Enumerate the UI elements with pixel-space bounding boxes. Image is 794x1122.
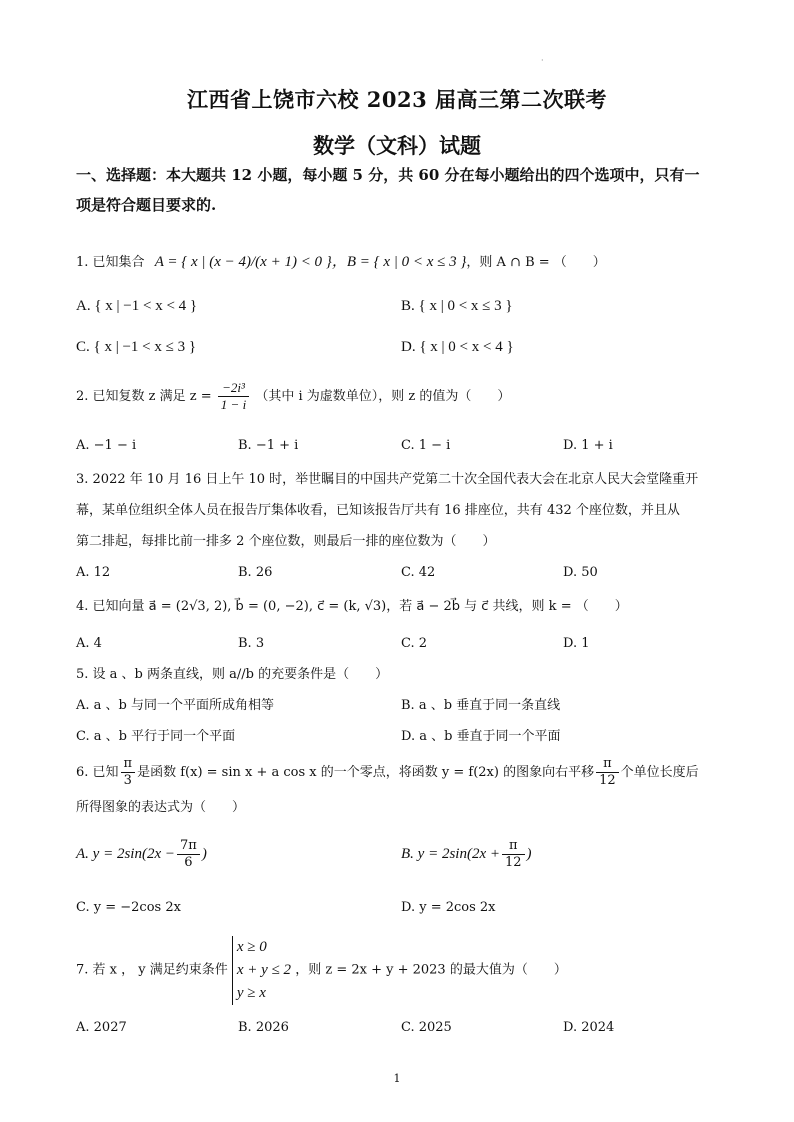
question-6-stem: [76, 756, 699, 789]
question-3-stem: [76, 464, 724, 557]
q3-line1: 3. 2022 年 10 月 16 日上午 10 时，举世瞩目的中国共产党第二十次全国代表大会在北京人民大会堂隆重开: [76, 472, 699, 487]
q7-constraint-system: [232, 936, 291, 1005]
exam-title: 江西省上饶市六校 2023 届高三第二次联考: [186, 87, 608, 112]
q6-option-b: [401, 838, 532, 871]
q3-option-d: D. 50: [563, 565, 598, 580]
q2-option-c: C. 1 − i: [401, 438, 451, 453]
q6-frac-pi3: [121, 756, 136, 789]
q2-option-a: A. −1 − i: [76, 438, 137, 453]
q4-option-a: A. 4: [76, 636, 102, 651]
q5-option-a: A. a 、b 与同一个平面所成角相等: [76, 698, 274, 713]
q6-pi3-den: 3: [123, 773, 132, 788]
q7-constraint-3: y ≥ x: [236, 985, 266, 1001]
q3-line3: 第二排起，每排比前一排多 2 个座位数，则最后一排的座位数为（ ）: [76, 534, 496, 549]
q6-b-den: 12: [504, 855, 522, 870]
q5-option-d: D. a 、b 垂直于同一个平面: [401, 729, 561, 744]
q4-option-b: B. 3: [238, 636, 265, 651]
q2-frac-num: −2i³: [218, 380, 249, 397]
q3-line2: 幕，某单位组织全体人员在报告厅集体收看，已知该报告厅共有 16 排座位，共有 432 个座位数，并且从: [76, 503, 680, 518]
q6-b-frac: [502, 838, 525, 871]
q2-option-d: D. 1 + i: [563, 438, 613, 453]
q7-option-c: C. 2025: [401, 1020, 452, 1035]
q6-line2: 所得图象的表达式为（ ）: [76, 800, 246, 815]
q7-post: ，则 z = 2x + y + 2023 的最大值为（ ）: [295, 962, 567, 978]
q6-a-post: ): [201, 846, 207, 862]
q6-option-c: C. y = −2cos 2x: [76, 900, 181, 915]
q2-stem-post: （其中 i 为虚数单位），则 z 的值为（ ）: [255, 389, 511, 404]
q7-constraint-1: x ≥ 0: [236, 939, 267, 955]
q6-pi12-num: π: [596, 756, 619, 773]
q4-option-c: C. 2: [401, 636, 428, 651]
q6-mid: 是函数 f(x) = sin x + a cos x 的一个零点，将函数 y = f(2x) 的图象向右平移: [137, 765, 595, 780]
q6-a-den: 6: [184, 855, 193, 870]
scan-dot: ·: [541, 56, 544, 65]
q7-option-b: B. 2026: [238, 1020, 289, 1035]
question-1-stem: [76, 248, 606, 277]
q6-b-pre: B. y = 2sin(2x +: [401, 846, 500, 862]
exam-subtitle: 数学（文科）试题: [313, 133, 481, 158]
q7-option-d: D. 2024: [563, 1020, 615, 1035]
q3-option-c: C. 42: [401, 565, 436, 580]
q6-pre: 6. 已知: [76, 765, 119, 780]
section-heading: [76, 160, 736, 220]
q2-stem-pre: 2. 已知复数 z 满足 z =: [76, 389, 212, 404]
q1-set-a: A = { x | (x − 4)/(x + 1) < 0 }: [154, 254, 332, 270]
q2-frac-den: 1 − i: [220, 397, 247, 412]
question-2-stem: [76, 380, 510, 413]
q6-frac-pi12: [596, 756, 619, 789]
q1-stem-post: ，则 A ∩ B = （ ）: [466, 255, 606, 270]
q6-a-num: 7π: [177, 838, 200, 855]
q1-option-b: B. { x | 0 < x ≤ 3 }: [401, 298, 513, 314]
q1-option-d: D. { x | 0 < x < 4 }: [401, 339, 514, 355]
q1-stem-pre: 1. 已知集合: [76, 255, 145, 270]
q6-option-d: D. y = 2cos 2x: [401, 900, 496, 915]
q2-fraction: [218, 380, 249, 413]
question-4-stem: 4. 已知向量 a⃗ = (2√3, 2), b⃗ = (0, −2), c⃗ = (k, √3)，若 a⃗ − 2b⃗ 与 c⃗ 共线，则 k = （ ）: [76, 599, 628, 614]
q5-option-c: C. a 、b 平行于同一个平面: [76, 729, 236, 744]
section-heading-line1: 一、选择题：本大题共 12 小题，每小题 5 分，共 60 分在每小题给出的四个选项中，只有一: [76, 166, 700, 184]
q6-pi3-num: π: [121, 756, 136, 773]
q5-option-b: B. a 、b 垂直于同一条直线: [401, 698, 561, 713]
q3-option-a: A. 12: [76, 565, 111, 580]
q3-option-b: B. 26: [238, 565, 273, 580]
q6-a-pre: A. y = 2sin(2x −: [76, 846, 175, 862]
q6-option-a: [76, 838, 207, 871]
q7-pre: 7. 若 x ， y 满足约束条件: [76, 962, 228, 978]
question-5-stem: 5. 设 a 、b 两条直线，则 a//b 的充要条件是（ ）: [76, 667, 389, 682]
q6-b-post: ): [526, 846, 532, 862]
q1-set-b: ，B = { x | 0 < x ≤ 3 }: [331, 254, 467, 270]
q2-option-b: B. −1 + i: [238, 438, 299, 453]
q6-pi12-den: 12: [599, 773, 616, 788]
q1-option-a: A. { x | −1 < x < 4 }: [76, 298, 198, 314]
q4-option-d: D. 1: [563, 636, 590, 651]
q6-post: 个单位长度后: [620, 765, 699, 780]
page-number: 1: [393, 1072, 401, 1085]
section-heading-line2: 项是符合题目要求的.: [76, 196, 217, 214]
q7-option-a: A. 2027: [76, 1020, 127, 1035]
q1-option-c: C. { x | −1 < x ≤ 3 }: [76, 339, 197, 355]
question-7-stem: [76, 936, 567, 1005]
q6-b-num: π: [502, 838, 525, 855]
q7-constraint-2: x + y ≤ 2: [236, 962, 292, 978]
q6-a-frac: [177, 838, 200, 871]
